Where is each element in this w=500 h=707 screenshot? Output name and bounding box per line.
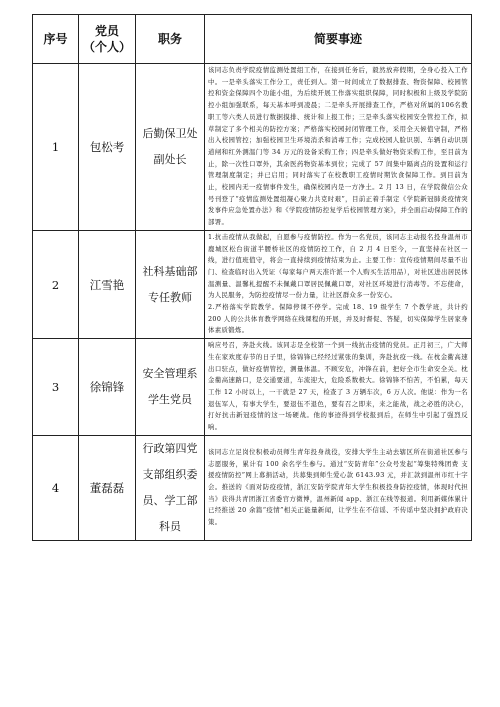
summary-cell (205, 64, 472, 231)
header-member (79, 15, 136, 64)
member-position: 社科基础部专任教师 (136, 230, 205, 338)
table-row (33, 435, 472, 540)
header-summary: 简要事迹 (205, 15, 472, 64)
summary-cell (205, 230, 472, 338)
header-member-sub: （个人） (82, 40, 131, 54)
member-name: 江雪艳 (79, 230, 136, 338)
member-name: 包松考 (79, 64, 136, 231)
summary-paragraph: 响应号召，奔赴火线。该同志是全校第一个到一线抗击疫情的党员。正月初三，广大师生在家欢度春节的日子里，徐锦锋已经经过紧张的集训，奔赴抗疫一线。在枕金衢高速出口驻点，做好疫情管控，测量体温。不顾安危，冲锋在前，把好全市生命安全关。枕金衢高速路口，是交通要道，车流迎大，危险系数极大。徐锦锋不怕苦，不怕累，每天工作 12 小时以上，一干就是 27 天，检查了 3 万辆车次，6 万人次。他说：作为一名退伍军人，有事大学生，要退伍不退色，要有召之即来，来之能战，战之必胜的决心，打好抗击新冠疫情的这一场硬战。他的事迹得到学校报到后，在师生中引起了强烈反响。 (208, 341, 468, 432)
row-index: 1 (33, 64, 79, 231)
row-index: 2 (33, 230, 79, 338)
header-member-label: 党员 (94, 24, 119, 38)
table-header-row (33, 15, 472, 64)
member-name: 徐锦锋 (79, 339, 136, 436)
member-position: 后勤保卫处副处长 (136, 64, 205, 231)
summary-cell (205, 435, 472, 540)
summary-paragraph: 该同志立足岗位积极动员师生青年投身战役，安排大学生主动去辖区所在街道社区参与志愿服务，累计有 100 余名学生参与。通过“安防青年”公众号发起“筹集特殊团费 支援疫情防控”网上募捐活动，共募集到师生爱心款 6143.93 元，并汇款到温州市红十字会。推送的《面对防疫疫情，浙江安防学院青年大学生积极投身防控疫情，体现时代担当》获得共青团浙江省委官方微博，温州新闻 app、浙江在线等报道。利用新媒体累计已经推送 20 余篇“疫情”相关正能量新闻，让学生在不信谣、不传谣中坚决拥护政府决策。 (208, 447, 468, 527)
table-row (33, 230, 472, 338)
summary-paragraph: 1.抗击疫情从我做起，自愿参与疫情防控。作为一名党员，该同志主动报名投身温州市鹿城区松台街道半腰桥社区的疫情防控工作，自 2 月 4 日至今，一直坚持在社区一线，进行值班值守，将会一直持续到疫情结束为止。主要工作：宣传疫情期间尽量不出门、检查临时出入凭证（每家每户两天准许派一个人购买生活用品），对社区进出居民体温测量、温馨札提醒不未佩戴口罩居民佩戴口罩，对社区环境进行消毒等。不忘使命，为人民服务，为防控疫情尽一份力量，让社区群众多一份安心。 (208, 232, 468, 300)
summary-paragraph: 该同志负责学院疫情监测处置组工作，在接到任务后，毅然放弃假期，全身心投入工作中。一是牵头落实工作分工，责任到人。第一时间成立了数据排查、物资保障、校园管控和资金保障四个功能小组，为后续开展工作落实组织保障，同时积极和上级及学院防控小组加强联系，每天基本呼到凌晨；二是牵头开展排查工作，严格对所属的106名教职工等六类人员进行数据摸排、统计和上报工作；三是牵头落实校园安全管控工作，拟草制定了多个相关的防控方案；严格落实校园封闭管理工作，采用全天候值守制，严格出入校园管控；加强校园卫生环境消杀和消毒工作；完成校园人脸识别、车辆自动识别道闸和红外测温门等 34 万元的设备采购工作；四是牵头做好物资采购工作，至目前为止，除一次性口罩外，其余医药物资基本到位；完成了 57 间集中隔离点的设置和运行管理制度制定；并已启用；同时落实了在校教职工疫情时期饮食保障工作。到目前为止，校园内无一疫情事件发生，确保校园内是一方净土。2 月 13 日，在学院微信公众号刊登了“疫情监测处置组凝心聚力共克时艰”，目前正着手制定《学院新冠肺炎疫情突发事件应急处置办法》和《学院疫情防控复学后校园管理方案》，并全面启动保障工作的部署。 (208, 66, 468, 227)
header-position: 职务 (136, 15, 205, 64)
member-position: 行政第四党支部组织委员、学工部科员 (136, 435, 205, 540)
summary-cell (205, 339, 472, 436)
table-row (33, 64, 472, 231)
member-name: 董磊磊 (79, 435, 136, 540)
deeds-table (32, 14, 472, 541)
row-index: 3 (33, 339, 79, 436)
table-row (33, 339, 472, 436)
member-position: 安全管理系学生党员 (136, 339, 205, 436)
row-index: 4 (33, 435, 79, 540)
summary-paragraph: 2.严格落实学院教学。保障停课不停学。完成 18、19 级学生 7 个教学班，共计约 200 人的公共体育教学网络在线课程的开展，并及时督促、答疑，切实保障学生居家身体素质锻炼。 (208, 303, 468, 335)
header-index: 序号 (33, 15, 79, 64)
